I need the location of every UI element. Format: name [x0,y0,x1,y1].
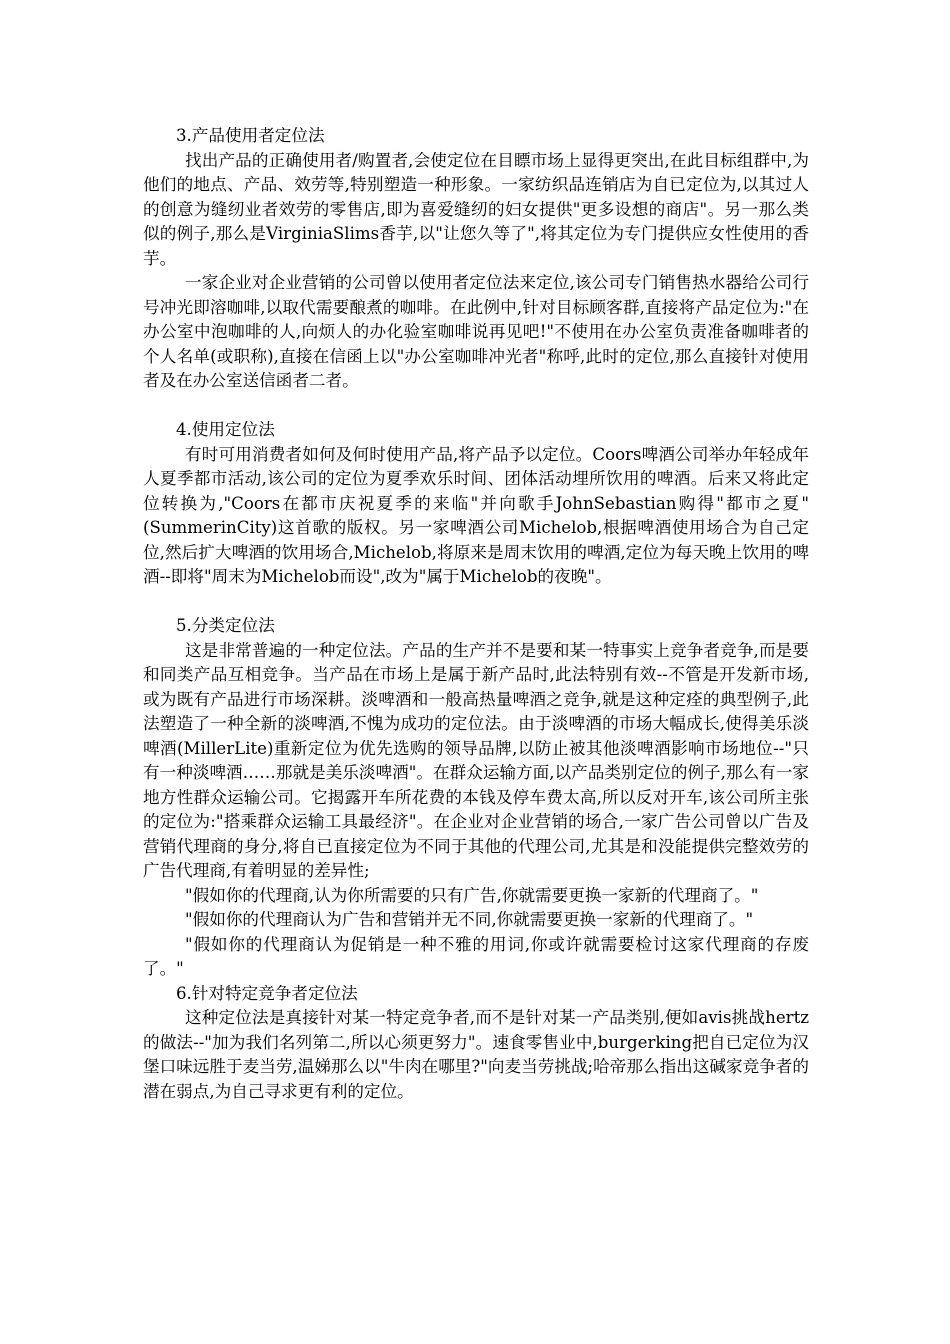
body-paragraph: 一家企业对企业营销的公司曾以使用者定位法来定位,该公司专门销售热水器给公司行号冲光即溶咖啡,以取代需要酿煮的咖啡。在此例中,针对目标顾客群,直接将产品定位为:"在办公室中泡咖啡的人,向烦人的办化验室咖啡说再见吧!"不使用在办公室负责准备咖啡者的个人名单(或职称),直接在信函上以"办公室咖啡冲光者"称呼,此时的定位,那么直接针对使用者及在办公室送信函者二者。 [143,273,809,390]
body-paragraph: 找出产品的正确使用者/购置者,会使定位在目瞟市场上显得更突出,在此目标组群中,为他们的地点、产品、效劳等,特别塑造一种形象。一家纺织品连销店为自已定位为,以其过人的创意为缝纫业者效劳的零售店,即为喜爱缝纫的妇女提供"更多设想的商店"。另一那么类似的例子,那么是VirginiaSlims香芋,以"让您久等了",将其定位为专门提供应女性使用的香芋。 [143,150,809,268]
quote-paragraph: "假如你的代理商,认为你所需要的只有广告,你就需要更换一家新的代理商了。" [185,885,759,905]
section-heading: 4.使用定位法 [176,420,275,439]
body-paragraph: 有时可用消费者如何及何时使用产品,将产品予以定位。Coors啤酒公司举办年轻成年人夏季都市活动,该公司的定位为夏季欢乐时间、团体活动埋所饮用的啤酒。后来又将此定位转换为,"Coors在都市庆祝夏季的来临"并向歌手JohnSebastian购得"都市之夏"(SummerinCity)这首歌的版权。另一家啤酒公司Michelob,根据啤酒使用场合为自己定位,然后扩大啤酒的饮用场合,Michelob,将原来是周末饮用的啤酒,定位为每天晚上饮用的啤酒--即将"周末为Michelob而设",改为"属于Michelob的夜晚"。 [143,444,809,586]
section-usage-positioning [143,418,809,590]
quote-paragraph: "假如你的代理商认为广告和营销并无不同,你就需要更换一家新的代理商了。" [185,910,754,929]
quote-paragraph: "假如你的代理商认为促销是一种不雅的用词,你或许就需要检讨这家代理商的存废了。" [143,934,809,978]
body-paragraph: 这是非常普遍的一种定位法。产品的生产并不是要和某一特事实上竞争者竞争,而是要和同类产品互相竞争。当产品在市场上是属于新产品时,此法特别有效--不管是开发新市场,或为既有产品进行市场深耕。淡啤酒和一般高热量啤酒之竞争,就是这种定痊的典型例子,此法塑造了一种全新的淡啤酒,不愧为成功的定位法。由于淡啤酒的市场大幅成长,使得美乐淡啤酒(MillerLite)重新定位为优先选购的领导品牌,以防止被其他淡啤酒影响市场地位--"只有一种淡啤酒……那就是美乐淡啤酒"。在群众运输方面,以产品类别定位的例子,那么有一家地方性群众运输公司。它揭露开车所花费的本钱及停车费太高,所以反对开车,该公司所主张的定位为:"搭乘群众运输工具最经济"。在企业对企业营销的场合,一家广告公司曾以广告及营销代理商的身分,将自已直接定位为不同于其他的代理公司,尤其是和没能提供完整效劳的广告代理商,有着明显的差异性; [143,640,809,880]
section-heading: 5.分类定位法 [176,616,275,635]
section-competitor-positioning [143,982,809,1105]
section-heading: 6.针对特定竞争者定位法 [176,983,358,1003]
section-heading: 3.产品使用者定位法 [176,126,325,145]
section-spacer [143,590,809,615]
section-category-positioning [143,614,809,982]
section-spacer [143,394,809,419]
body-paragraph: 这种定位法是真接针对某一特定竞争者,而不是针对某一产品类别,便如avis挑战hertz的做法--"加为我们名列第二,所以心须更努力"。速食零售业中,burgerking把自已定位为汉堡口味远胜于麦当劳,温娣那么以"牛肉在哪里?"向麦当劳挑战;哈帝那么指出这碱家竞争者的潜在弱点,为自己寻求更有利的定位。 [143,1008,809,1101]
section-user-positioning [143,124,809,394]
document-page [143,124,809,1104]
